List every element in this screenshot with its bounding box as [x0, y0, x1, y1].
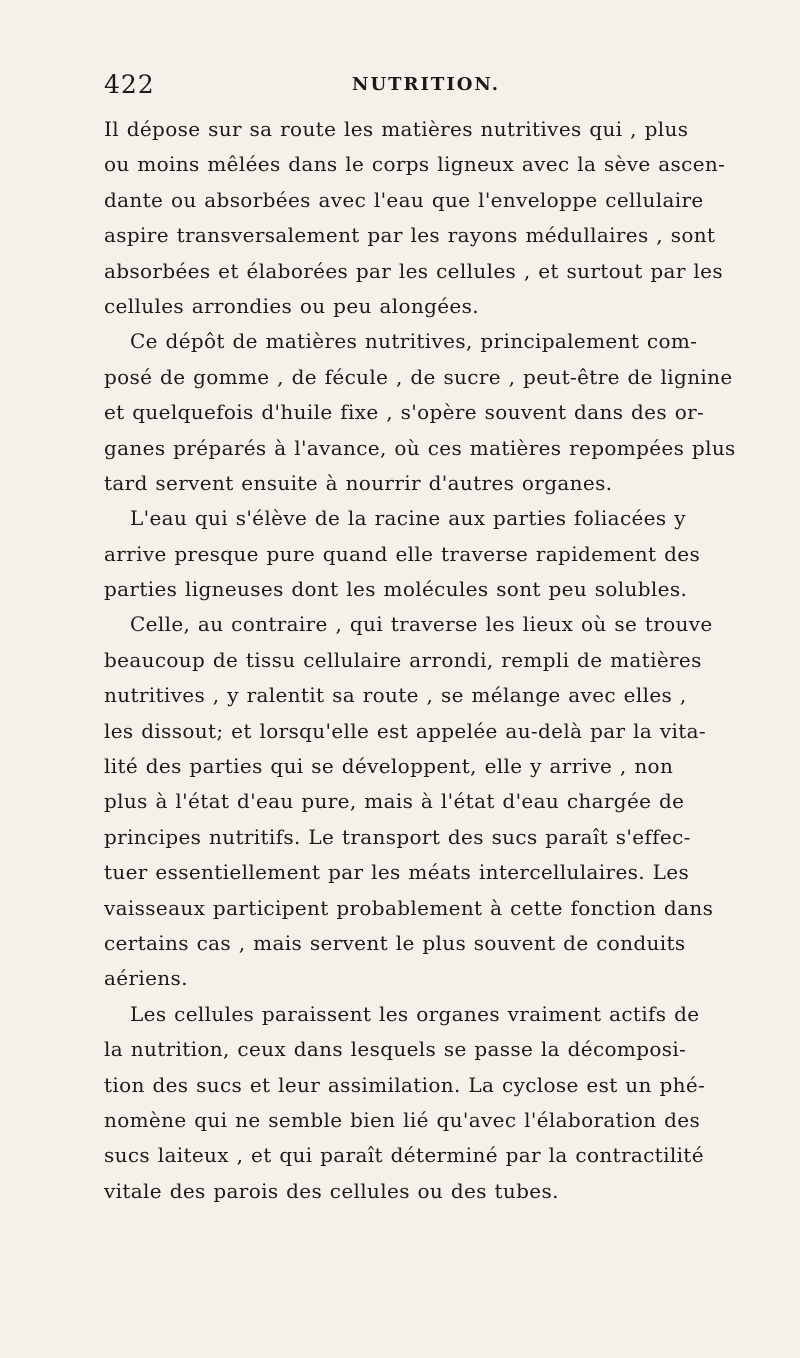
text-line: Ce dépôt de matières nutritives, principalement com- — [130, 329, 698, 354]
text-line: plus à l'état d'eau pure, mais à l'état d'eau chargée de — [104, 789, 685, 814]
text-line: parties ligneuses dont les molécules sont peu solubles. — [104, 577, 688, 602]
text-line: principes nutritifs. Le transport des sucs paraît s'effec- — [104, 824, 691, 849]
text-line: arrive presque pure quand elle traverse rapidement des — [104, 541, 701, 566]
text-line: aspire transversalement par les rayons médullaires , sont — [104, 223, 716, 248]
text-line: L'eau qui s'élève de la racine aux parties foliacées y — [130, 506, 686, 531]
text-line: aériens. — [104, 966, 188, 991]
text-line: ou moins mêlées dans le corps ligneux avec la sève ascen- — [104, 152, 726, 177]
page-number: 422 — [104, 70, 155, 99]
text-line: nutritives , y ralentit sa route , se mélange avec elles , — [104, 683, 687, 708]
text-line: absorbées et élaborées par les cellules , et surtout par les — [104, 258, 723, 283]
text-line: les dissout; et lorsqu'elle est appelée au-delà par la vita- — [104, 718, 707, 743]
text-line: tard servent ensuite à nourrir d'autres organes. — [104, 470, 613, 495]
paragraph — [104, 997, 706, 1209]
text-line: tion des sucs et leur assimilation. La cyclose est un phé- — [104, 1072, 706, 1097]
text-line: tuer essentiellement par les méats intercellulaires. Les — [104, 860, 690, 885]
text-line: certains cas , mais servent le plus souvent de conduits — [104, 930, 686, 955]
text-line: cellules arrondies ou peu alongées. — [104, 293, 479, 318]
text-line: sucs laiteux , et qui paraît déterminé par la contractilité — [104, 1143, 704, 1168]
body-text — [104, 112, 736, 1209]
text-line: vitale des parois des cellules ou des tubes. — [104, 1178, 559, 1203]
paragraph — [104, 607, 714, 996]
text-line: beaucoup de tissu cellulaire arrondi, rempli de matières — [104, 647, 702, 672]
text-line: la nutrition, ceux dans lesquels se passe la décomposi- — [104, 1037, 687, 1062]
page-header — [104, 70, 698, 110]
text-line: Il dépose sur sa route les matières nutritives qui , plus — [104, 117, 689, 141]
text-line: Celle, au contraire , qui traverse les lieux où se trouve — [130, 612, 713, 637]
text-line: posé de gomme , de fécule , de sucre , peut-être de lignine — [104, 364, 733, 389]
text-line: nomène qui ne semble bien lié qu'avec l'élaboration des — [104, 1107, 701, 1132]
text-line: ganes préparés à l'avance, où ces matières repompées plus — [104, 435, 736, 460]
paragraph — [104, 501, 702, 607]
paragraph — [104, 112, 726, 324]
running-title: NUTRITION. — [352, 74, 500, 95]
paragraph — [104, 324, 736, 501]
text-line: dante ou absorbées avec l'eau que l'enveloppe cellulaire — [104, 187, 704, 212]
text-line: Les cellules paraissent les organes vraiment actifs de — [130, 1001, 700, 1026]
text-line: et quelquefois d'huile fixe , s'opère souvent dans des or- — [104, 400, 705, 425]
text-line: vaisseaux participent probablement à cette fonction dans — [104, 895, 714, 920]
text-line: lité des parties qui se développent, elle y arrive , non — [104, 754, 674, 779]
